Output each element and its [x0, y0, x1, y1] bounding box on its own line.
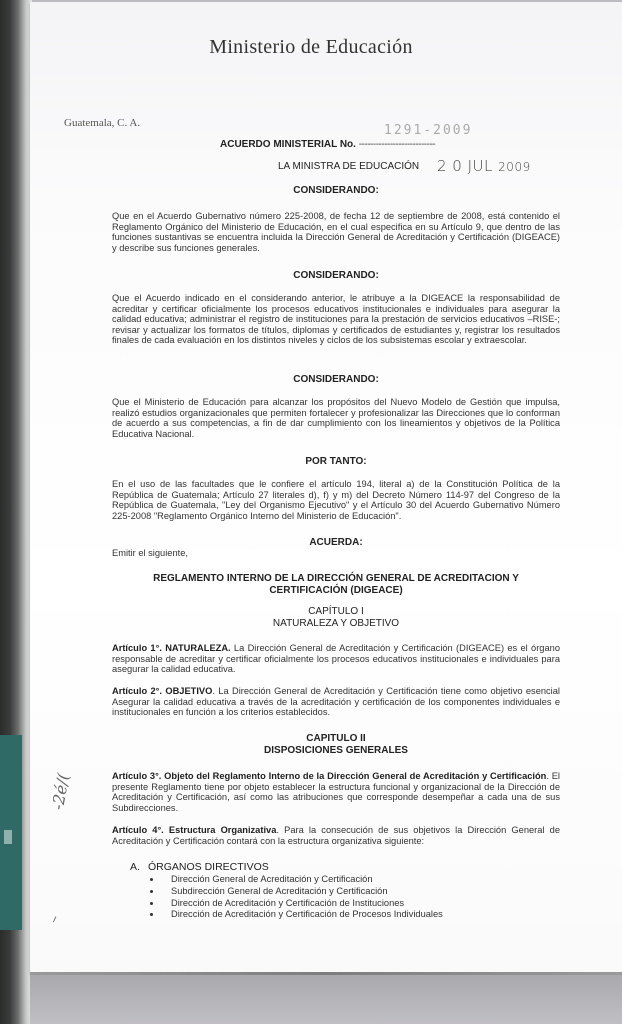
chapter-1-heading [112, 606, 560, 629]
article-1-text: La Dirección General de Acreditación y Certificación (DIGEACE) es el órgano responsable de acreditar y certificar oficialmente los procesos educativos institucionales e individuales para asegurar la calidad educativa. [112, 643, 560, 675]
considerando-text-2: Que el Acuerdo indicado en el considerando anterior, le atribuye a la DIGEACE la responsabilidad de acreditar y certificar oficialmente los procesos educativos institucionales e individuales para asegurar la calidad educativa; administrar el registro de instituciones para la prestación de servicios educativos –RISE-; revisar y actualizar los formatos de títulos, diplomas y certificados de estudiantes y, registrar los resultados finales de cada evaluación en los distintos niveles y ciclos de los subsistemas escolar y extraescolar. [112, 293, 560, 346]
chapter-2-title: DISPOSICIONES GENERALES [264, 744, 408, 756]
scanner-teal-band [0, 735, 22, 930]
article-1-label: Artículo 1°. NATURALEZA. [112, 643, 231, 653]
organos-directivos-list [148, 874, 443, 921]
chapter-2-heading [112, 733, 560, 756]
acuerdo-dashes: --------------------------- [358, 139, 436, 150]
article-2-label: Artículo 2°. OBJETIVO [112, 686, 213, 696]
reglamento-title [112, 573, 560, 596]
acuerdo-number-line [220, 139, 435, 150]
scanner-bed [30, 975, 622, 1024]
article-3-label: Artículo 3°. Objeto del Reglamento Interno de la Dirección General de Acreditación y Certificación [112, 771, 547, 781]
considerando-text-1: Que en el Acuerdo Gubernativo número 225-2008, de fecha 12 de septiembre de 2008, está contenido el Reglamento Orgánico del Ministerio de Educación, en el cual especifica en su Artículo 9, que dentro de las funciones sustantivas se encuentra incluida la Dirección General de Acreditación y Certificación (DIGEACE) y describe sus funciones generales. [112, 211, 560, 253]
section-a-letter: A. [130, 861, 140, 873]
acuerda-text: Emitir el siguiente, [112, 548, 188, 558]
chapter-2-number: CAPITULO II [306, 733, 366, 744]
letterhead: Ministerio de Educación [209, 36, 413, 58]
article-4-label: Artículo 4°. Estructura Organizativa [112, 825, 277, 835]
band-mark [4, 830, 12, 844]
ministra-label: LA MINISTRA DE EDUCACIÓN [278, 161, 420, 172]
reglamento-title-line-1: REGLAMENTO INTERNO DE LA DIRECCIÓN GENERAL DE ACREDITACION Y [153, 573, 519, 584]
list-item: Dirección de Acreditación y Certificación de Instituciones [148, 898, 443, 910]
section-a-heading [130, 861, 269, 873]
article-2 [112, 686, 560, 718]
considerando-heading-2: CONSIDERANDO: [293, 270, 379, 281]
stamp-day-month: 2 0 JUL [437, 157, 493, 175]
article-4-text: . Para la consecución de sus objetivos la Dirección General de Acreditación y Certificación contará con la estructura organizativa siguiente: [112, 825, 561, 846]
stamped-acuerdo-number: 1291-2009 [384, 123, 473, 138]
stamped-date [437, 157, 531, 175]
acuerdo-label: ACUERDO MINISTERIAL No. [220, 139, 356, 150]
section-a-title: ÓRGANOS DIRECTIVOS [148, 861, 269, 873]
place-line: Guatemala, C. A. [64, 117, 141, 129]
chapter-1-title: NATURALEZA Y OBJETIVO [272, 617, 400, 629]
considerando-heading-3: CONSIDERANDO: [293, 374, 379, 385]
reglamento-title-line-2: CERTIFICACIÓN (DIGEACE) [269, 584, 403, 596]
acuerda-heading: ACUERDA: [309, 537, 363, 548]
list-item: Subdirección General de Acreditación y Certificación [148, 886, 443, 898]
considerando-heading-1: CONSIDERANDO: [293, 185, 379, 196]
margin-handwriting: -2é/( [48, 771, 74, 812]
article-2-text: . La Dirección General de Acreditación y Certificación tiene como objetivo esencial Asegurar la calidad educativa a través de la acreditación y certificación de los componentes individuales e institucionales en función a los criterios establecidos. [112, 686, 560, 718]
list-item: Dirección General de Acreditación y Certificación [148, 874, 443, 886]
stamp-year: 2009 [498, 160, 531, 174]
article-3 [112, 771, 560, 813]
por-tanto-text: En el uso de las facultades que le confiere el artículo 194, literal a) de la Constitución Política de la República de Guatemala; Artículo 27 literales d), f) y m) del Decreto Número 114-97 del Congreso de la República de Guatemala, "Ley del Organismo Ejecutivo" y el Artículo 30 del Acuerdo Gubernativo Número 225-2008 "Reglamento Orgánico Interno del Ministerio de Educación". [112, 479, 560, 521]
por-tanto-heading: POR TANTO: [305, 456, 367, 467]
list-item: Dirección de Acreditación y Certificación de Procesos Individuales [148, 909, 443, 921]
article-1 [112, 643, 560, 675]
chapter-1-number: CAPÍTULO I [308, 606, 364, 617]
article-4 [112, 825, 560, 846]
article-3-text: . El presente Reglamento tiene por objeto establecer la estructura funcional y organizacional de la Dirección de Acreditación y Certificación, así como las atribuciones que corresponde desempeñar a cada una de sus Subdirecciones. [112, 771, 560, 813]
considerando-text-3: Que el Ministerio de Educación para alcanzar los propósitos del Nuevo Modelo de Gestión que impulsa, realizó estudios organizacionales que permiten fortalecer y profesionalizar las Direcciones que lo conforman de acuerdo a sus competencias, a fin de dar cumplimiento con los lineamientos y objetivos de la Política Educativa Nacional. [112, 397, 560, 439]
